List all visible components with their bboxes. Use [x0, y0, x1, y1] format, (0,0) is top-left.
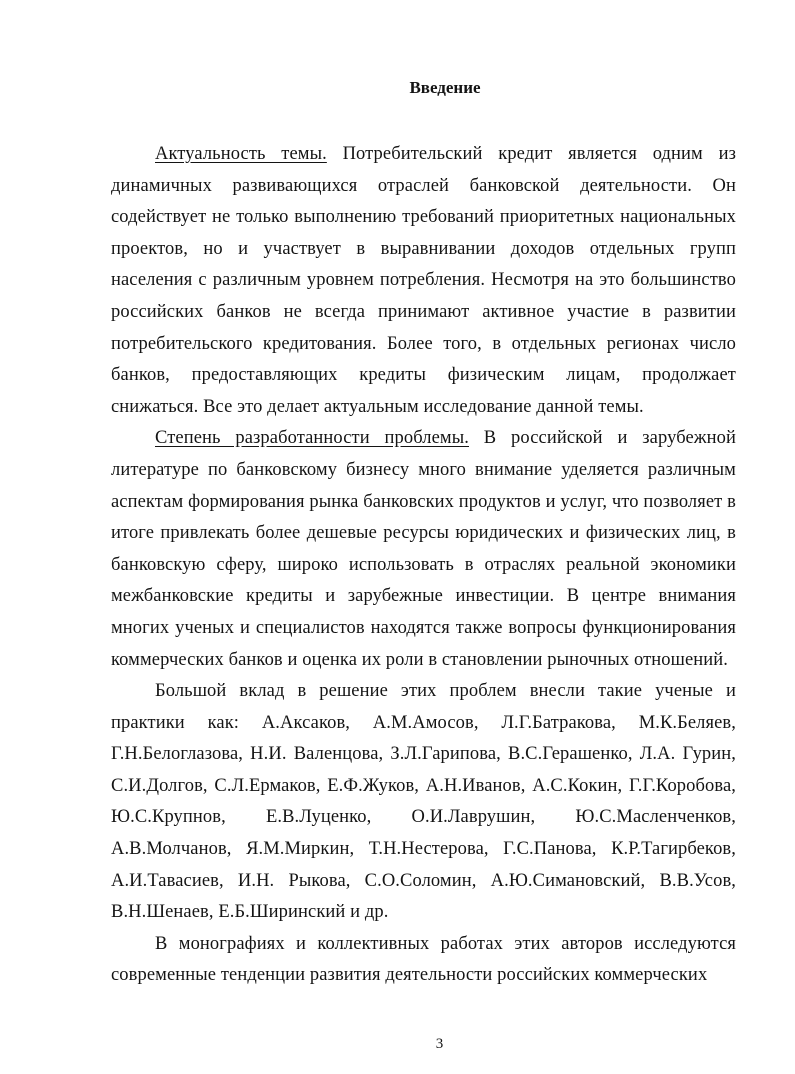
paragraph-scholars [111, 676, 736, 929]
paragraph-lead: Актуальность темы. [155, 144, 327, 164]
body-text [111, 139, 736, 992]
page-number: 3 [435, 1036, 444, 1052]
page-title: Введение [409, 78, 481, 97]
paragraph-problem-study [111, 423, 736, 676]
paragraph-relevance [111, 139, 736, 423]
paragraph-text: В монографиях и коллективных работах этих авторов исследуются современные тенденции развития деятельности российских коммерческих [111, 933, 736, 986]
paragraph-text: Большой вклад в решение этих проблем внесли такие ученые и практики как: А.Аксаков, А.М.Амосов, Л.Г.Батракова, М.К.Беляев, Г.Н.Белоглазова, Н.И. Валенцова, З.Л.Гарипова, В.С.Герашенко, Л.А. Гурин, С.И.Долгов, С.Л.Ермаков, Е.Ф.Жуков, А.Н.Иванов, А.С.Кокин, Г.Г.Коробова, Ю.С.Крупнов, Е.В.Луценко, О.И.Лаврушин, Ю.С.Масленченков, А.В.Молчанов, Я.М.Миркин, Т.Н.Нестерова, Г.С.Панова, К.Р.Тагирбеков, А.И.Тавасиев, И.Н. Рыкова, С.О.Соломин, А.Ю.Симановский, В.В.Усов, В.Н.Шенаев, Е.Б.Ширинский и др. [111, 681, 736, 923]
paragraph-text: В российской и зарубежной литературе по банковскому бизнесу много внимание уделяется различным аспектам формирования рынка банковских продуктов и услуг, что позволяет в итоге привлекать более дешевые ресурсы юридических и физических лиц, в банковскую сферу, широко использовать в отраслях реальной экономики межбанковские кредиты и зарубежные инвестиции. В центре внимания многих ученых и специалистов находятся также вопросы функционирования коммерческих банков и оценка их роли в становлении рыночных отношений. [111, 428, 737, 670]
paragraph-text: Потребительский кредит является одним из динамичных развивающихся отраслей банковской деятельности. Он содействует не только выполнению требований приоритетных национальных проектов, но и участвует в выравнивании доходов отдельных групп населения с различным уровнем потребления. Несмотря на это большинство российских банков не всегда принимают активное участие в развитии потребительского кредитования. Более того, в отдельных регионах число банков, предоставляющих кредиты физическим лицам, продолжает снижаться. Все это делает актуальным исследование данной темы. [111, 144, 736, 417]
paragraph-monographs [111, 929, 736, 992]
paragraph-lead: Степень разработанности проблемы. [155, 428, 469, 449]
